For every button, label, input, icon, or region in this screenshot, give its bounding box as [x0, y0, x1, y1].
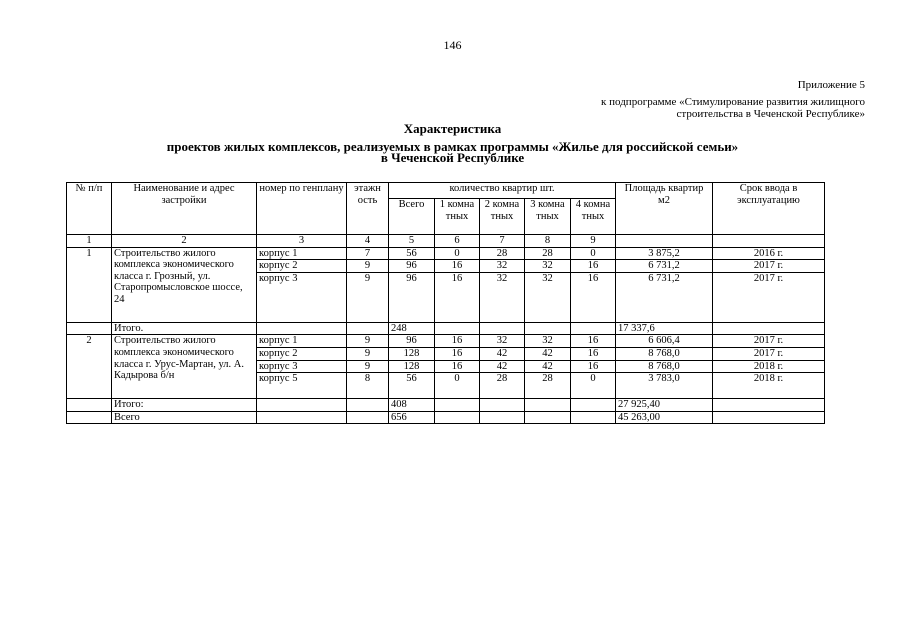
project-name: Строительство жилого комплекса экономического класса г. Урус-Мартан, ул. А. Кадырова б/н — [112, 335, 257, 399]
appendix-reference-line-1: к подпрограмме «Стимулирование развития жилищного — [601, 96, 865, 108]
empty-cell — [435, 399, 480, 412]
header-rooms-3: 3 комна тных — [525, 199, 571, 235]
cell-total: 56 — [389, 373, 435, 399]
header-date: Срок ввода в эксплуатацию — [713, 183, 825, 235]
page-number: 146 — [443, 38, 462, 52]
subtotal-total: 408 — [389, 399, 435, 412]
subtotal-total: 248 — [389, 322, 435, 335]
cell-rooms-2: 32 — [480, 335, 525, 348]
empty-cell — [713, 411, 825, 424]
subtotal-area: 27 925,40 — [616, 399, 713, 412]
cell-floors: 9 — [347, 335, 389, 348]
cell-rooms-3: 32 — [525, 260, 571, 273]
document-title: Характеристика — [403, 121, 502, 136]
empty-cell — [571, 399, 616, 412]
cell-rooms-3: 28 — [525, 247, 571, 260]
cell-date: 2017 г. — [713, 260, 825, 273]
column-number: 7 — [480, 235, 525, 248]
empty-cell — [480, 399, 525, 412]
cell-plan: корпус 1 — [257, 247, 347, 260]
cell-rooms-1: 16 — [435, 347, 480, 360]
table-row — [67, 247, 825, 260]
cell-plan: корпус 2 — [257, 347, 347, 360]
cell-area: 8 768,0 — [616, 360, 713, 373]
subtitle-line-2: в Чеченской Республике — [380, 150, 525, 165]
subtotal-label: Итого. — [112, 322, 257, 335]
empty-cell — [525, 411, 571, 424]
cell-date: 2018 г. — [713, 360, 825, 373]
cell-date: 2017 г. — [713, 335, 825, 348]
cell-floors: 7 — [347, 247, 389, 260]
empty-cell — [257, 322, 347, 335]
appendix-number: Приложение 5 — [797, 79, 865, 91]
subtitle-line-1: проектов жилых комплексов, реализуемых в рамках программы «Жилье для российской семьи» — [166, 139, 739, 154]
cell-rooms-4: 16 — [571, 335, 616, 348]
empty-cell — [713, 235, 825, 248]
appendix-reference — [505, 96, 865, 120]
cell-rooms-3: 28 — [525, 373, 571, 399]
cell-rooms-3: 32 — [525, 272, 571, 322]
appendix-reference-line-2: строительства в Чеченской Республике» — [676, 108, 865, 120]
cell-floors: 8 — [347, 373, 389, 399]
cell-plan: корпус 5 — [257, 373, 347, 399]
cell-area: 8 768,0 — [616, 347, 713, 360]
cell-rooms-2: 32 — [480, 260, 525, 273]
empty-cell — [67, 399, 112, 412]
cell-date: 2018 г. — [713, 373, 825, 399]
project-name: Строительство жилого комплекса экономического класса г. Грозный, ул. Старопромысловское шоссе, 24 — [112, 247, 257, 322]
cell-area: 6 731,2 — [616, 272, 713, 322]
column-number: 5 — [389, 235, 435, 248]
column-number: 3 — [257, 235, 347, 248]
empty-cell — [257, 411, 347, 424]
cell-rooms-4: 16 — [571, 360, 616, 373]
column-number: 6 — [435, 235, 480, 248]
grand-total-row — [67, 411, 825, 424]
header-row-1 — [67, 183, 825, 199]
cell-plan: корпус 3 — [257, 360, 347, 373]
empty-cell — [67, 411, 112, 424]
grand-total-label: Всего — [112, 411, 257, 424]
cell-floors: 9 — [347, 347, 389, 360]
cell-floors: 9 — [347, 260, 389, 273]
table-row — [67, 335, 825, 348]
empty-cell — [616, 235, 713, 248]
cell-floors: 9 — [347, 360, 389, 373]
projects-table — [66, 182, 825, 424]
cell-rooms-1: 0 — [435, 373, 480, 399]
cell-rooms-4: 16 — [571, 272, 616, 322]
cell-rooms-3: 42 — [525, 360, 571, 373]
cell-total: 128 — [389, 360, 435, 373]
subtotal-area: 17 337,6 — [616, 322, 713, 335]
empty-cell — [347, 322, 389, 335]
cell-rooms-1: 16 — [435, 260, 480, 273]
empty-cell — [435, 411, 480, 424]
empty-cell — [347, 411, 389, 424]
cell-rooms-4: 0 — [571, 373, 616, 399]
empty-cell — [571, 322, 616, 335]
empty-cell — [435, 322, 480, 335]
cell-rooms-4: 0 — [571, 247, 616, 260]
document-subtitle — [0, 141, 905, 163]
header-num: № п/п — [67, 183, 112, 235]
cell-total: 96 — [389, 260, 435, 273]
grand-total-area: 45 263,00 — [616, 411, 713, 424]
cell-rooms-1: 0 — [435, 247, 480, 260]
empty-cell — [713, 322, 825, 335]
cell-rooms-1: 16 — [435, 360, 480, 373]
empty-cell — [525, 322, 571, 335]
cell-date: 2017 г. — [713, 347, 825, 360]
empty-cell — [525, 399, 571, 412]
cell-area: 3 783,0 — [616, 373, 713, 399]
cell-floors: 9 — [347, 272, 389, 322]
cell-rooms-1: 16 — [435, 272, 480, 322]
cell-rooms-2: 42 — [480, 347, 525, 360]
header-floors: этажн ость — [347, 183, 389, 235]
project-number: 2 — [67, 335, 112, 399]
empty-cell — [347, 399, 389, 412]
cell-area: 3 875,2 — [616, 247, 713, 260]
header-area: Площадь квартир м2 — [616, 183, 713, 235]
subtotal-row — [67, 399, 825, 412]
header-rooms-2: 2 комна тных — [480, 199, 525, 235]
cell-plan: корпус 1 — [257, 335, 347, 348]
header-quantity: количество квартир шт. — [389, 183, 616, 199]
cell-rooms-2: 42 — [480, 360, 525, 373]
empty-cell — [480, 411, 525, 424]
cell-rooms-4: 16 — [571, 260, 616, 273]
header-rooms-1: 1 комна тных — [435, 199, 480, 235]
empty-cell — [257, 399, 347, 412]
cell-rooms-1: 16 — [435, 335, 480, 348]
column-number: 8 — [525, 235, 571, 248]
subtotal-row — [67, 322, 825, 335]
cell-plan: корпус 3 — [257, 272, 347, 322]
cell-rooms-2: 28 — [480, 373, 525, 399]
cell-date: 2016 г. — [713, 247, 825, 260]
column-number: 1 — [67, 235, 112, 248]
header-rooms-4: 4 комна тных — [571, 199, 616, 235]
column-number: 4 — [347, 235, 389, 248]
cell-rooms-4: 16 — [571, 347, 616, 360]
cell-total: 96 — [389, 272, 435, 322]
subtotal-label: Итого: — [112, 399, 257, 412]
cell-rooms-3: 42 — [525, 347, 571, 360]
cell-rooms-2: 32 — [480, 272, 525, 322]
cell-total: 96 — [389, 335, 435, 348]
grand-total-value: 656 — [389, 411, 435, 424]
project-number: 1 — [67, 247, 112, 322]
header-total: Всего — [389, 199, 435, 235]
cell-total: 128 — [389, 347, 435, 360]
column-number: 2 — [112, 235, 257, 248]
cell-area: 6 731,2 — [616, 260, 713, 273]
empty-cell — [571, 411, 616, 424]
header-plan: номер по генплану — [257, 183, 347, 235]
cell-rooms-2: 28 — [480, 247, 525, 260]
header-name: Наименование и адрес застройки — [112, 183, 257, 235]
empty-cell — [67, 322, 112, 335]
cell-rooms-3: 32 — [525, 335, 571, 348]
empty-cell — [480, 322, 525, 335]
cell-date: 2017 г. — [713, 272, 825, 322]
empty-cell — [713, 399, 825, 412]
cell-total: 56 — [389, 247, 435, 260]
cell-area: 6 606,4 — [616, 335, 713, 348]
column-number: 9 — [571, 235, 616, 248]
cell-plan: корпус 2 — [257, 260, 347, 273]
column-number-row — [67, 235, 825, 248]
